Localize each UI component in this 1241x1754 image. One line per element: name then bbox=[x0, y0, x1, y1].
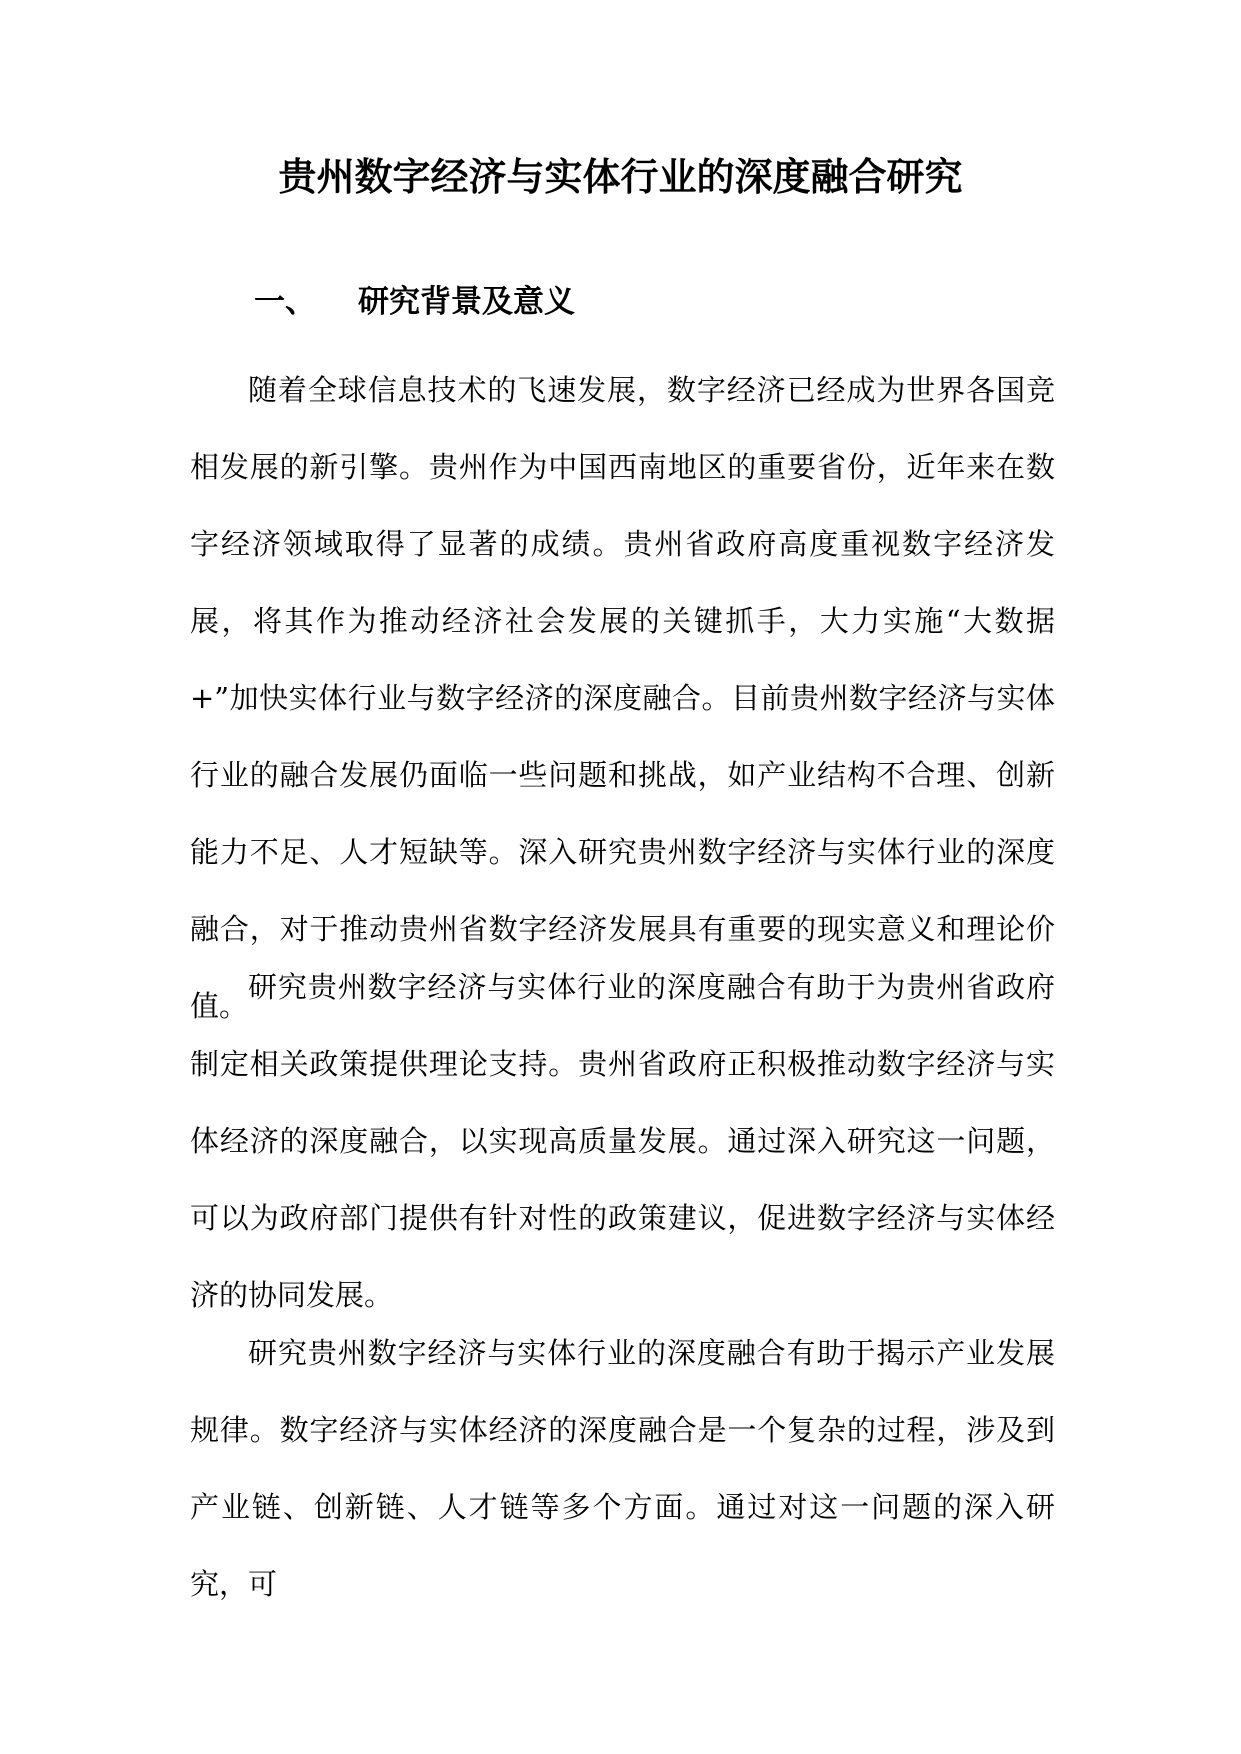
document-title: 贵州数字经济与实体行业的深度融合研究 bbox=[278, 155, 963, 199]
paragraph-1: 随着全球信息技术的飞速发展，数字经济已经成为世界各国竞相发展的新引擎。贵州作为中国西南地区的重要省份，近年来在数字经济领域取得了显著的成绩。贵州省政府高度重视数字经济发展，将其作为推动经济社会发展的关键抓手，大力实施“大数据+”加快实体行业与数字经济的深度融合。目前贵州数字经济与实体行业的融合发展仍面临一些问题和挑战，如产业结构不合理、创新能力不足、人才短缺等。深入研究贵州数字经济与实体行业的深度融合，对于推动贵州省数字经济发展具有重要的现实意义和理论价值。 bbox=[190, 373, 1055, 1023]
paragraph-3: 研究贵州数字经济与实体行业的深度融合有助于揭示产业发展规律。数字经济与实体经济的深度融合是一个复杂的过程，涉及到产业链、创新链、人才链等多个方面。通过对这一问题的深入研究，可 bbox=[190, 1336, 1055, 1601]
paragraph-2: 研究贵州数字经济与实体行业的深度融合有助于为贵州省政府制定相关政策提供理论支持。贵州省政府正积极推动数字经济与实体经济的深度融合，以实现高质量发展。通过深入研究这一问题，可以为政府部门提供有针对性的政策建议，促进数字经济与实体经济的协同发展。 bbox=[190, 970, 1055, 1312]
section-heading bbox=[254, 282, 575, 322]
section-number: 一、 bbox=[254, 284, 316, 320]
section-title: 研究背景及意义 bbox=[358, 284, 575, 320]
